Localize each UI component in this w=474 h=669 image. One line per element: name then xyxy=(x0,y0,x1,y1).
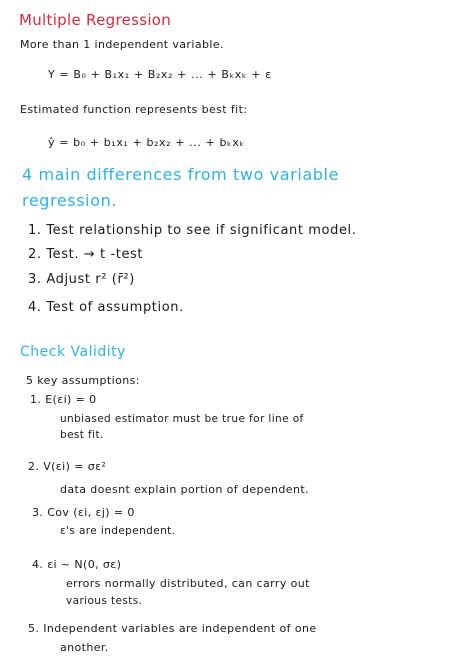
assumption-5-note: another. xyxy=(60,641,109,654)
assumptions-label: 5 key assumptions: xyxy=(26,374,140,387)
differences-heading-line1: 4 main differences from two variable xyxy=(22,165,340,184)
difference-item-1: 1. Test relationship to see if significant model. xyxy=(28,223,357,238)
estimated-label: Estimated function represents best fit: xyxy=(20,103,248,116)
assumption-5-statement: 5. Independent variables are independent of one xyxy=(28,622,317,635)
assumption-1-note-line1: unbiased estimator must be true for line of xyxy=(60,413,304,425)
assumption-2-note: data doesnt explain portion of dependent. xyxy=(60,483,309,496)
assumption-4-note-line2: various tests. xyxy=(66,595,143,607)
assumption-2-statement: 2. V(εi) = σε² xyxy=(28,460,107,473)
assumption-4-statement: 4. εi ~ N(0, σε) xyxy=(32,558,122,571)
model-equation: Y = B₀ + B₁x₁ + B₂x₂ + ... + Bₖxₖ + ε xyxy=(48,68,272,81)
estimated-equation: ŷ = b₀ + b₁x₁ + b₂x₂ + ... + bₖxₖ xyxy=(48,136,245,149)
assumption-4-note-line1: errors normally distributed, can carry out xyxy=(66,577,310,590)
difference-item-2: 2. Test. → t -test xyxy=(28,247,144,262)
definition-text: More than 1 independent variable. xyxy=(20,38,224,51)
differences-heading-line2: regression. xyxy=(22,191,118,210)
assumption-3-statement: 3. Cov (εi, εj) = 0 xyxy=(32,506,135,519)
assumption-1-statement: 1. E(εi) = 0 xyxy=(30,393,97,406)
validity-heading: Check Validity xyxy=(20,344,126,360)
difference-item-3: 3. Adjust r² (r̄²) xyxy=(28,272,135,287)
difference-item-4: 4. Test of assumption. xyxy=(28,300,184,315)
page-title: Multiple Regression xyxy=(19,11,172,29)
assumption-3-note: ε's are independent. xyxy=(60,525,176,537)
assumption-1-note-line2: best fit. xyxy=(60,429,104,441)
